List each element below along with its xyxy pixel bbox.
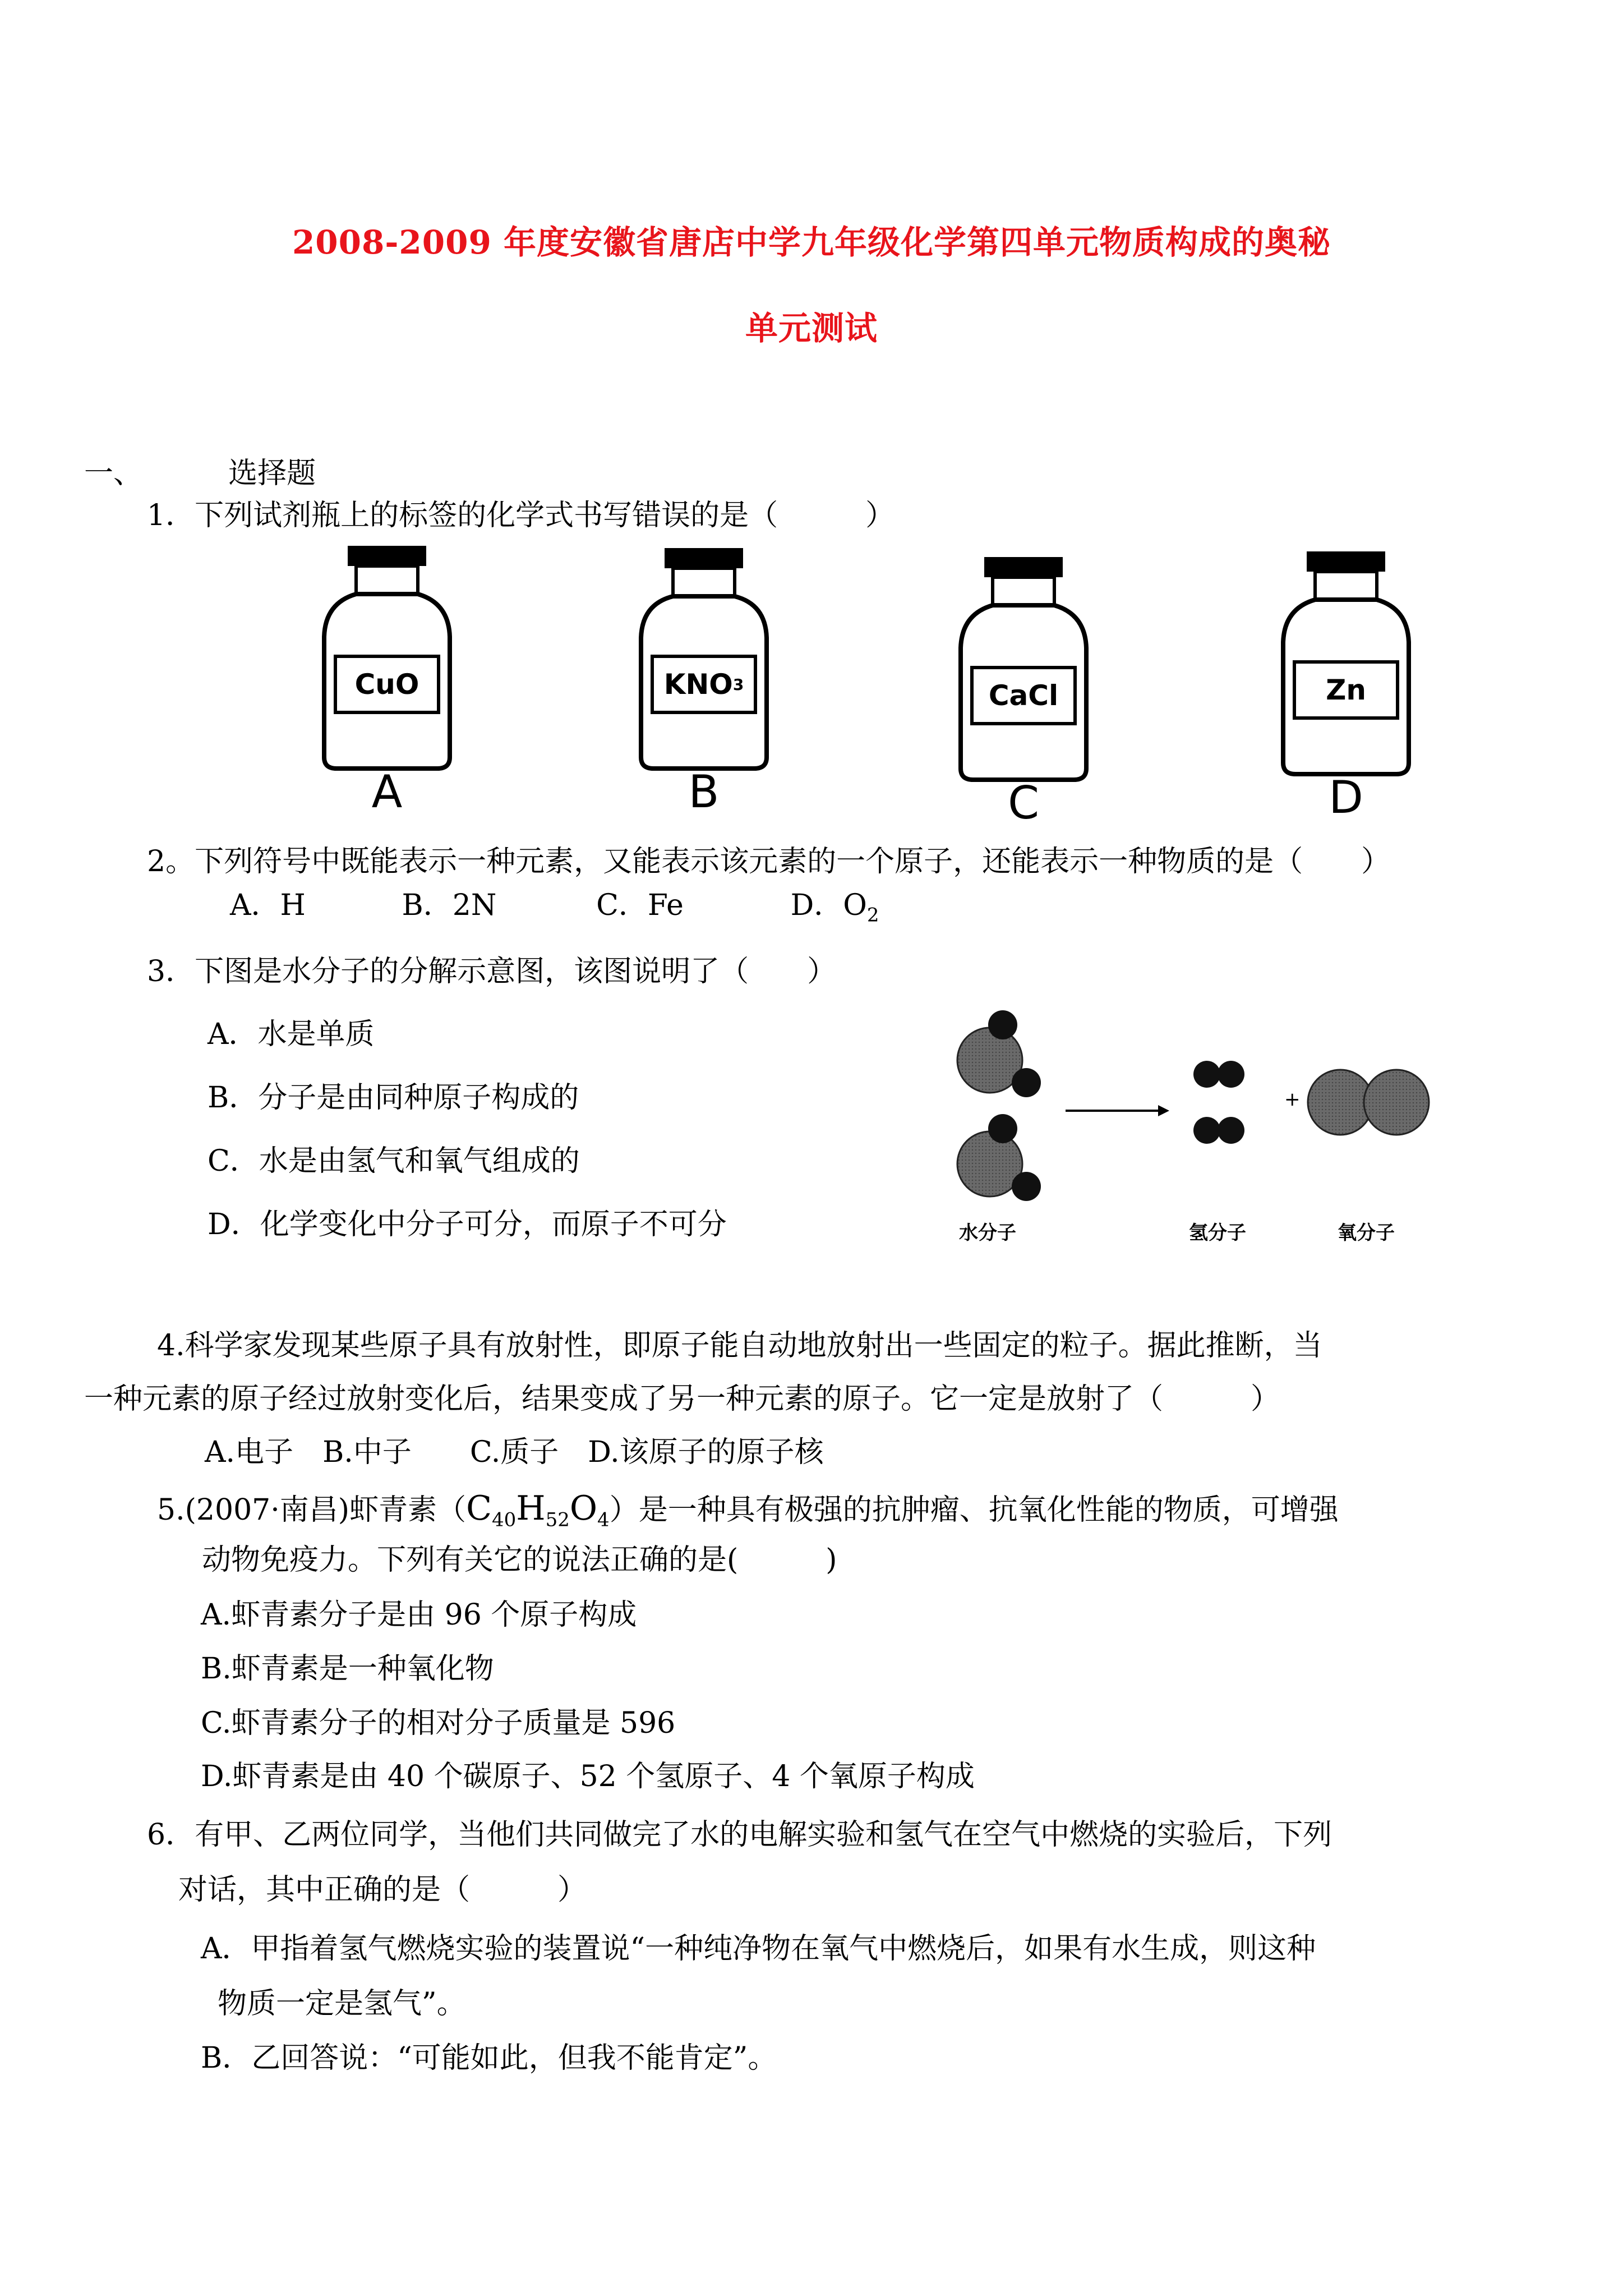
- q3-option-b: B．分子是由同种原子构成的: [208, 1081, 579, 1115]
- q2-option-a: A．H: [230, 889, 306, 922]
- bottle-b-letter: B: [688, 766, 720, 818]
- q2-option-d: D．$O_2$: [790, 889, 879, 927]
- question-5-line-1: 5.(2007·南昌)虾青素$(C_{40}H_{52}O_4)$是一种具有极强的抗肿瘤、抗氧化性能的物质，可增强: [157, 1489, 1339, 1531]
- label-water-molecule: 水分子: [959, 1222, 1016, 1244]
- q5-option-b: B.虾青素是一种氧化物: [201, 1652, 494, 1686]
- question-5-line-2: 动物免疫力。下列有关它的说法正确的是( ): [202, 1543, 837, 1577]
- q3-option-a: A．水是单质: [208, 1018, 375, 1051]
- question-4-line-1: 4.科学家发现某些原子具有放射性，即原子能自动地放射出一些固定的粒子。据此推断，当: [157, 1329, 1322, 1363]
- bottle-d-letter: D: [1329, 771, 1363, 823]
- question-1-stem: 1．下列试剂瓶上的标签的化学式书写错误的是（ ）: [147, 499, 895, 532]
- bottle-a-letter: A: [371, 766, 403, 818]
- q2-option-b: B．2N: [402, 889, 497, 922]
- reagent-bottles-figure: [292, 541, 1469, 844]
- water-molecule-2: [957, 1114, 1041, 1201]
- bottle-c-letter: C: [1008, 777, 1039, 829]
- q2-option-c: C．Fe: [596, 889, 684, 922]
- question-6-line-2: 对话，其中正确的是（ ）: [178, 1873, 587, 1907]
- question-3-stem: 3．下图是水分子的分解示意图，该图说明了（ ）: [147, 955, 837, 988]
- q5-option-c: C.虾青素分子的相对分子质量是 596: [201, 1706, 676, 1740]
- question-2-stem: 2。下列符号中既能表示一种元素，又能表示该元素的一个原子，还能表示一种物质的是（ ）: [147, 845, 1391, 878]
- question-4-line-2: 一种元素的原子经过放射变化后，结果变成了另一种元素的原子。它一定是放射了（ ）: [84, 1382, 1280, 1416]
- question-6-line-1: 6．有甲、乙两位同学，当他们共同做完了水的电解实验和氢气在空气中燃烧的实验后，下列: [147, 1818, 1332, 1852]
- q3-option-c: C．水是由氢气和氧气组成的: [208, 1144, 580, 1178]
- page-title: 2008-2009 年度安徽省唐店中学九年级化学第四单元物质构成的奥秘: [292, 223, 1331, 261]
- bottle-c: [951, 553, 1096, 829]
- bottle-d-label: Zn: [1326, 674, 1366, 706]
- question-2-options: [230, 889, 879, 926]
- section-number: 一、: [84, 457, 143, 490]
- question-4-options: A.电子 B.中子 C.质子 D.该原子的原子核: [205, 1435, 824, 1469]
- q6-option-a-line-2: 物质一定是氢气”。: [218, 1987, 466, 2021]
- section-heading: [84, 457, 316, 491]
- section-label: 选择题: [228, 457, 316, 490]
- bottle-d: [1273, 547, 1419, 823]
- page-subtitle: 单元测试: [745, 309, 878, 347]
- bottle-a: [314, 541, 460, 818]
- bottle-c-label: CaCl: [988, 679, 1059, 712]
- bottle-b-label: KNO 3: [663, 668, 744, 701]
- q6-option-b: B．乙回答说：“可能如此，但我不能肯定”。: [201, 2041, 777, 2075]
- bottle-a-label: CuO: [354, 668, 419, 701]
- label-oxygen-molecule: 氧分子: [1338, 1222, 1395, 1244]
- bottle-b: [631, 541, 777, 818]
- q5-option-a: A.虾青素分子是由 96 个原子构成: [201, 1598, 637, 1632]
- label-hydrogen-molecule: 氢分子: [1189, 1222, 1246, 1244]
- water-molecule-1: [957, 1010, 1041, 1097]
- q6-option-a-line-1: A．甲指着氢气燃烧实验的装置说“一种纯净物在氧气中燃烧后，如果有水生成，则这种: [201, 1932, 1316, 1966]
- q5-option-d: D.虾青素是由 40 个碳原子、52 个氢原子、4 个氧原子构成: [201, 1760, 975, 1793]
- q3-option-d: D．化学变化中分子可分，而原子不可分: [208, 1208, 727, 1241]
- water-decomposition-diagram: [948, 1004, 1441, 1257]
- plus-sign: +: [1284, 1088, 1301, 1111]
